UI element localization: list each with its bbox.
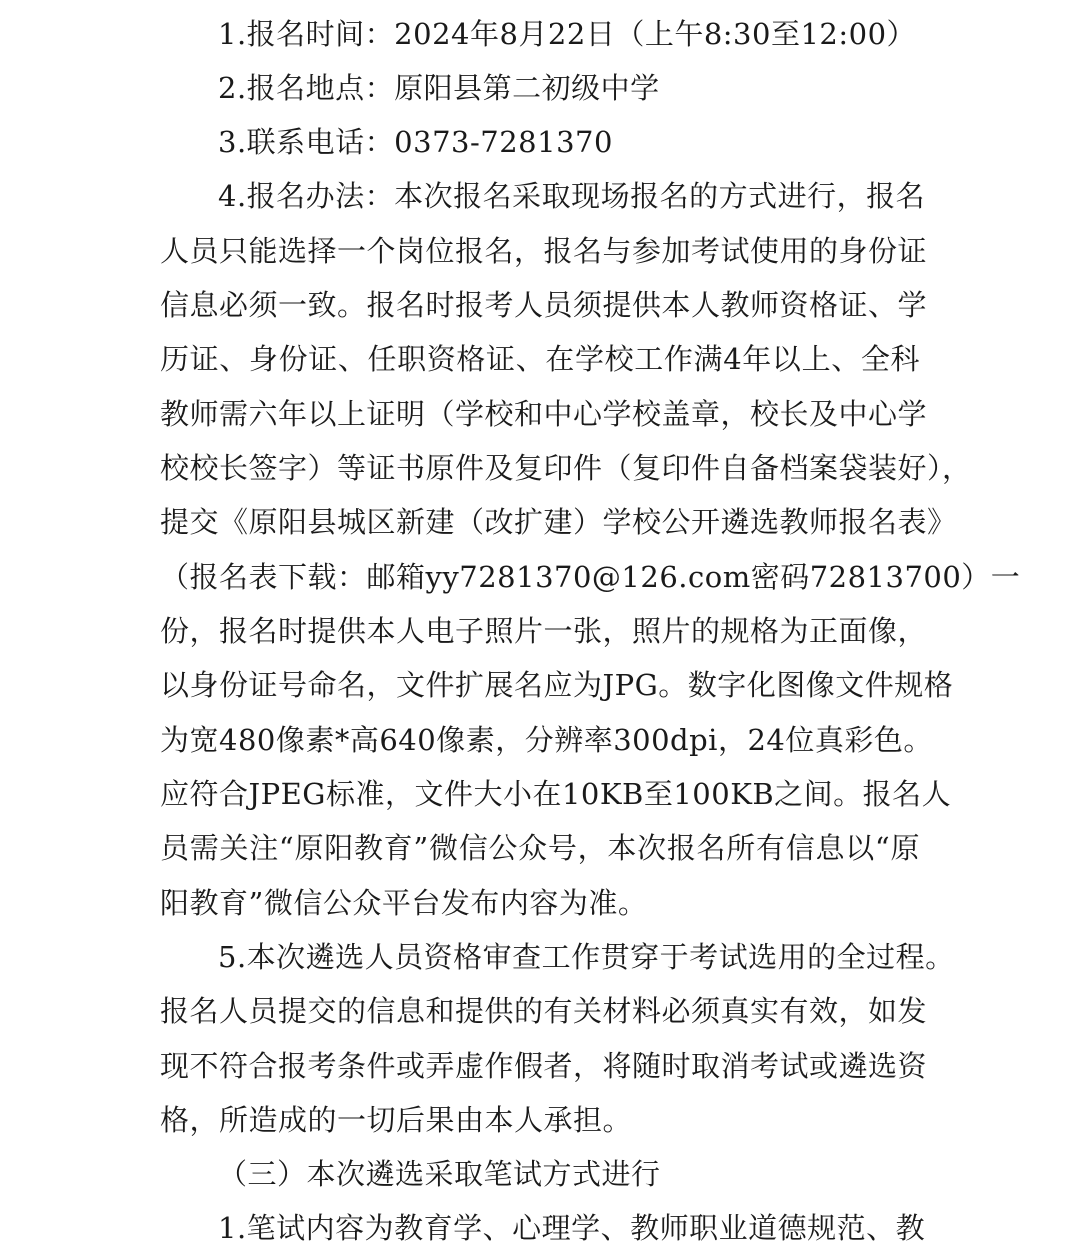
item-registration-location: 2.报名地点：原阳县第二初级中学 <box>218 71 660 105</box>
item-contact-phone: 3.联系电话：0373-7281370 <box>218 125 613 159</box>
item-registration-method-line: 员需关注“原阳教育”微信公众号，本次报名所有信息以“原 <box>160 831 920 865</box>
item-registration-method-line: 提交《原阳县城区新建（改扩建）学校公开遴选教师报名表》 <box>160 505 957 539</box>
item-qualification-review-line: 报名人员提交的信息和提供的有关材料必须真实有效，如发 <box>160 994 928 1028</box>
item-registration-method-line: 应符合JPEG标准，文件大小在10KB至100KB之间。报名人 <box>160 777 952 811</box>
item-registration-method-line: 人员只能选择一个岗位报名，报名与参加考试使用的身份证 <box>160 234 928 268</box>
item-qualification-review-line: 5.本次遴选人员资格审查工作贯穿于考试选用的全过程。 <box>218 940 955 974</box>
item-registration-time: 1.报名时间：2024年8月22日（上午8:30至12:00） <box>218 17 917 51</box>
item-registration-method-line: 为宽480像素*高640像素，分辨率300dpi，24位真彩色。 <box>160 723 933 757</box>
item-registration-method-line: （报名表下载：邮箱yy7281370@126.com密码72813700）一 <box>160 560 1021 594</box>
item-exam-content-line: 1.笔试内容为教育学、心理学、教师职业道德规范、教 <box>218 1211 926 1245</box>
item-qualification-review-line: 现不符合报考条件或弄虚作假者，将随时取消考试或遴选资 <box>160 1049 928 1083</box>
item-registration-method-line: 4.报名办法：本次报名采取现场报名的方式进行，报名 <box>218 179 926 213</box>
item-qualification-review-line: 格，所造成的一切后果由本人承担。 <box>160 1103 633 1137</box>
section-heading: （三）本次遴选采取笔试方式进行 <box>218 1157 661 1191</box>
item-registration-method-line: 教师需六年以上证明（学校和中心学校盖章，校长及中心学 <box>160 397 928 431</box>
item-registration-method-line: 校校长签字）等证书原件及复印件（复印件自备档案袋装好）， <box>160 451 972 485</box>
item-registration-method-line: 阳教育”微信公众平台发布内容为准。 <box>160 886 648 920</box>
item-registration-method-line: 信息必须一致。报名时报考人员须提供本人教师资格证、学 <box>160 288 928 322</box>
item-registration-method-line: 份，报名时提供本人电子照片一张，照片的规格为正面像， <box>160 614 928 648</box>
item-registration-method-line: 历证、身份证、任职资格证、在学校工作满4年以上、全科 <box>160 342 920 376</box>
item-registration-method-line: 以身份证号命名，文件扩展名应为JPG。数字化图像文件规格 <box>160 668 954 702</box>
